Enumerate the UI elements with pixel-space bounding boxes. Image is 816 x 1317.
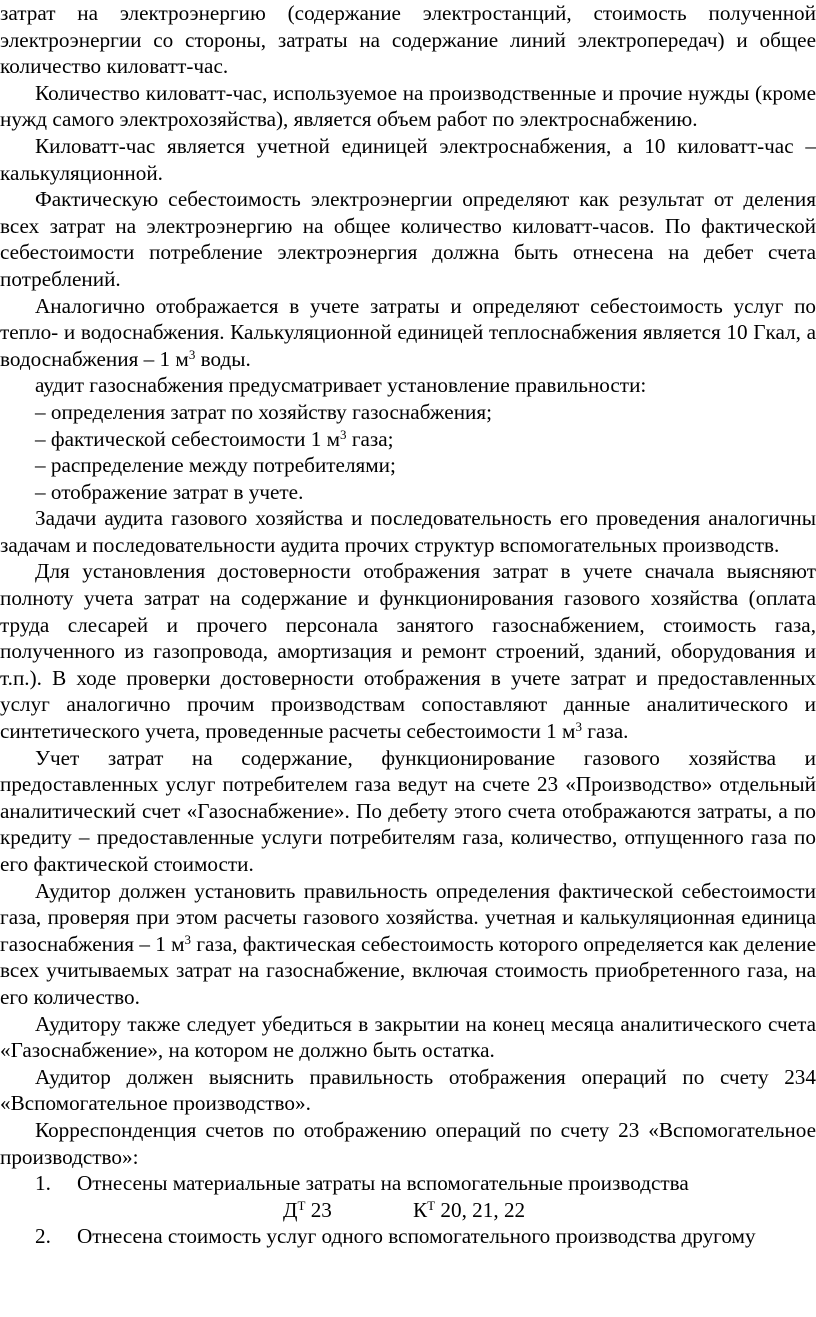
paragraph xyxy=(0,878,816,1011)
paragraph: Аудитор должен выяснить правильность отображения операций по счету 234 «Вспомогательное производство». xyxy=(0,1064,816,1116)
paragraph-text: Аудитор должен установить правильность определения фактической себестоимости газа, проверяя при этом расчеты газового хозяйства. учетная и калькуляционная единица газоснабжения – 1 м xyxy=(0,878,816,956)
bullet-item: – отображение затрат в учете. xyxy=(35,479,304,504)
paragraph: аудит газоснабжения предусматривает установление правильности: xyxy=(35,373,647,398)
paragraph: Учет затрат на содержание, функционирование газового хозяйства и предоставленных услуг потребителем газа ведут на счете 23 «Производство» отдельный аналитический счет «Газоснабжение». По дебету этого счета отображаются затраты, а по кредиту – предоставленные услуги потребителям газа, количество, отпущенного газа по его фактической стоимости. xyxy=(0,745,816,876)
paragraph: Фактическую себестоимость электроэнергии определяют как результат от деления всех затрат на электроэнергию на общее количество киловатт-часов. По фактической себестоимости потребление электроэнергия должна быть отнесена на дебет счета потреблений. xyxy=(0,187,816,291)
paragraph xyxy=(0,558,816,744)
bullet-item xyxy=(0,426,816,453)
paragraph: Задачи аудита газового хозяйства и последовательность его проведения аналогичны задачам и последовательности аудита прочих структур вспомогательных производств. xyxy=(0,506,816,557)
superscript: 3 xyxy=(340,426,347,442)
account-formula xyxy=(0,1197,816,1224)
credit-entry xyxy=(413,1197,525,1224)
superscript: 3 xyxy=(575,719,582,735)
bullet-item: – распределение между потребителями; xyxy=(35,453,396,478)
paragraph: Киловатт-час является учетной единицей электроснабжения, а 10 киловатт-час – калькуляционной. xyxy=(0,133,816,185)
paragraph xyxy=(0,293,816,373)
paragraph: Количество киловатт-час, используемое на производственные и прочие нужды (кроме нужд самого электрохозяйства), является объем работ по электроснабжению. xyxy=(0,80,816,132)
paragraph-text: воды. xyxy=(195,346,251,371)
superscript: 3 xyxy=(184,931,192,947)
paragraph: затрат на электроэнергию (содержание электростанций, стоимость полученной электроэнергии со стороны, затраты на содержание линий электропередач) и общее количество киловатт-час. xyxy=(0,1,816,79)
paragraph: Корреспонденция счетов по отображению операций по счету 23 «Вспомогательное производство»: xyxy=(0,1117,816,1169)
list-number: 2. xyxy=(35,1224,51,1249)
paragraph-text: газа. xyxy=(581,719,629,744)
bullet-text: – фактической себестоимости 1 м xyxy=(35,426,341,451)
list-text: Отнесены материальные затраты на вспомогательные производства xyxy=(77,1171,689,1196)
list-number: 1. xyxy=(35,1171,51,1196)
paragraph-text: Для установления достоверности отображения затрат в учете сначала выясняют полноту учета затрат на содержание и функционирования газового хозяйства (оплата труда слесарей и прочего персонала занятого газоснабжением, стоимость газа, полученного из газопровода, амортизация и ремонт строений, зданий, оборудования и т.п.). В ходе проверки достоверности отображения в учете затрат и предоставленных услуг аналогично прочим производствам сопоставляют данные аналитического и синтетического учета, проведенные расчеты себестоимости 1 м xyxy=(0,559,816,744)
superscript: Т xyxy=(427,1197,436,1213)
credit-prefix: К xyxy=(413,1197,428,1222)
list-item xyxy=(0,1170,816,1197)
list-text: Отнесена стоимость услуг одного вспомогательного производства другому xyxy=(77,1224,756,1249)
bullet-item: – определения затрат по хозяйству газоснабжения; xyxy=(35,399,492,424)
credit-value: 20, 21, 22 xyxy=(435,1197,526,1222)
list-item xyxy=(0,1223,816,1250)
paragraph: Аудитору также следует убедиться в закрытии на конец месяца аналитического счета «Газоснабжение», на котором не должно быть остатка. xyxy=(0,1011,816,1063)
debit-value: 23 xyxy=(305,1197,332,1222)
debit-entry xyxy=(283,1197,332,1224)
bullet-text: газа; xyxy=(346,426,394,451)
superscript: Т xyxy=(297,1197,306,1213)
debit-prefix: Д xyxy=(283,1197,298,1222)
paragraph-text: газа, фактическая себестоимость которого определяется как деление всех учитываемых затрат на газоснабжение, включая стоимость приобретенного газа, на его количество. xyxy=(0,931,816,1009)
superscript: 3 xyxy=(188,346,196,362)
paragraph-text: Аналогично отображается в учете затраты и определяют себестоимость услуг по тепло- и водоснабжения. Калькуляционной единицей теплоснабжения является 10 Гкал, а водоснабжения – 1 м xyxy=(0,293,816,371)
